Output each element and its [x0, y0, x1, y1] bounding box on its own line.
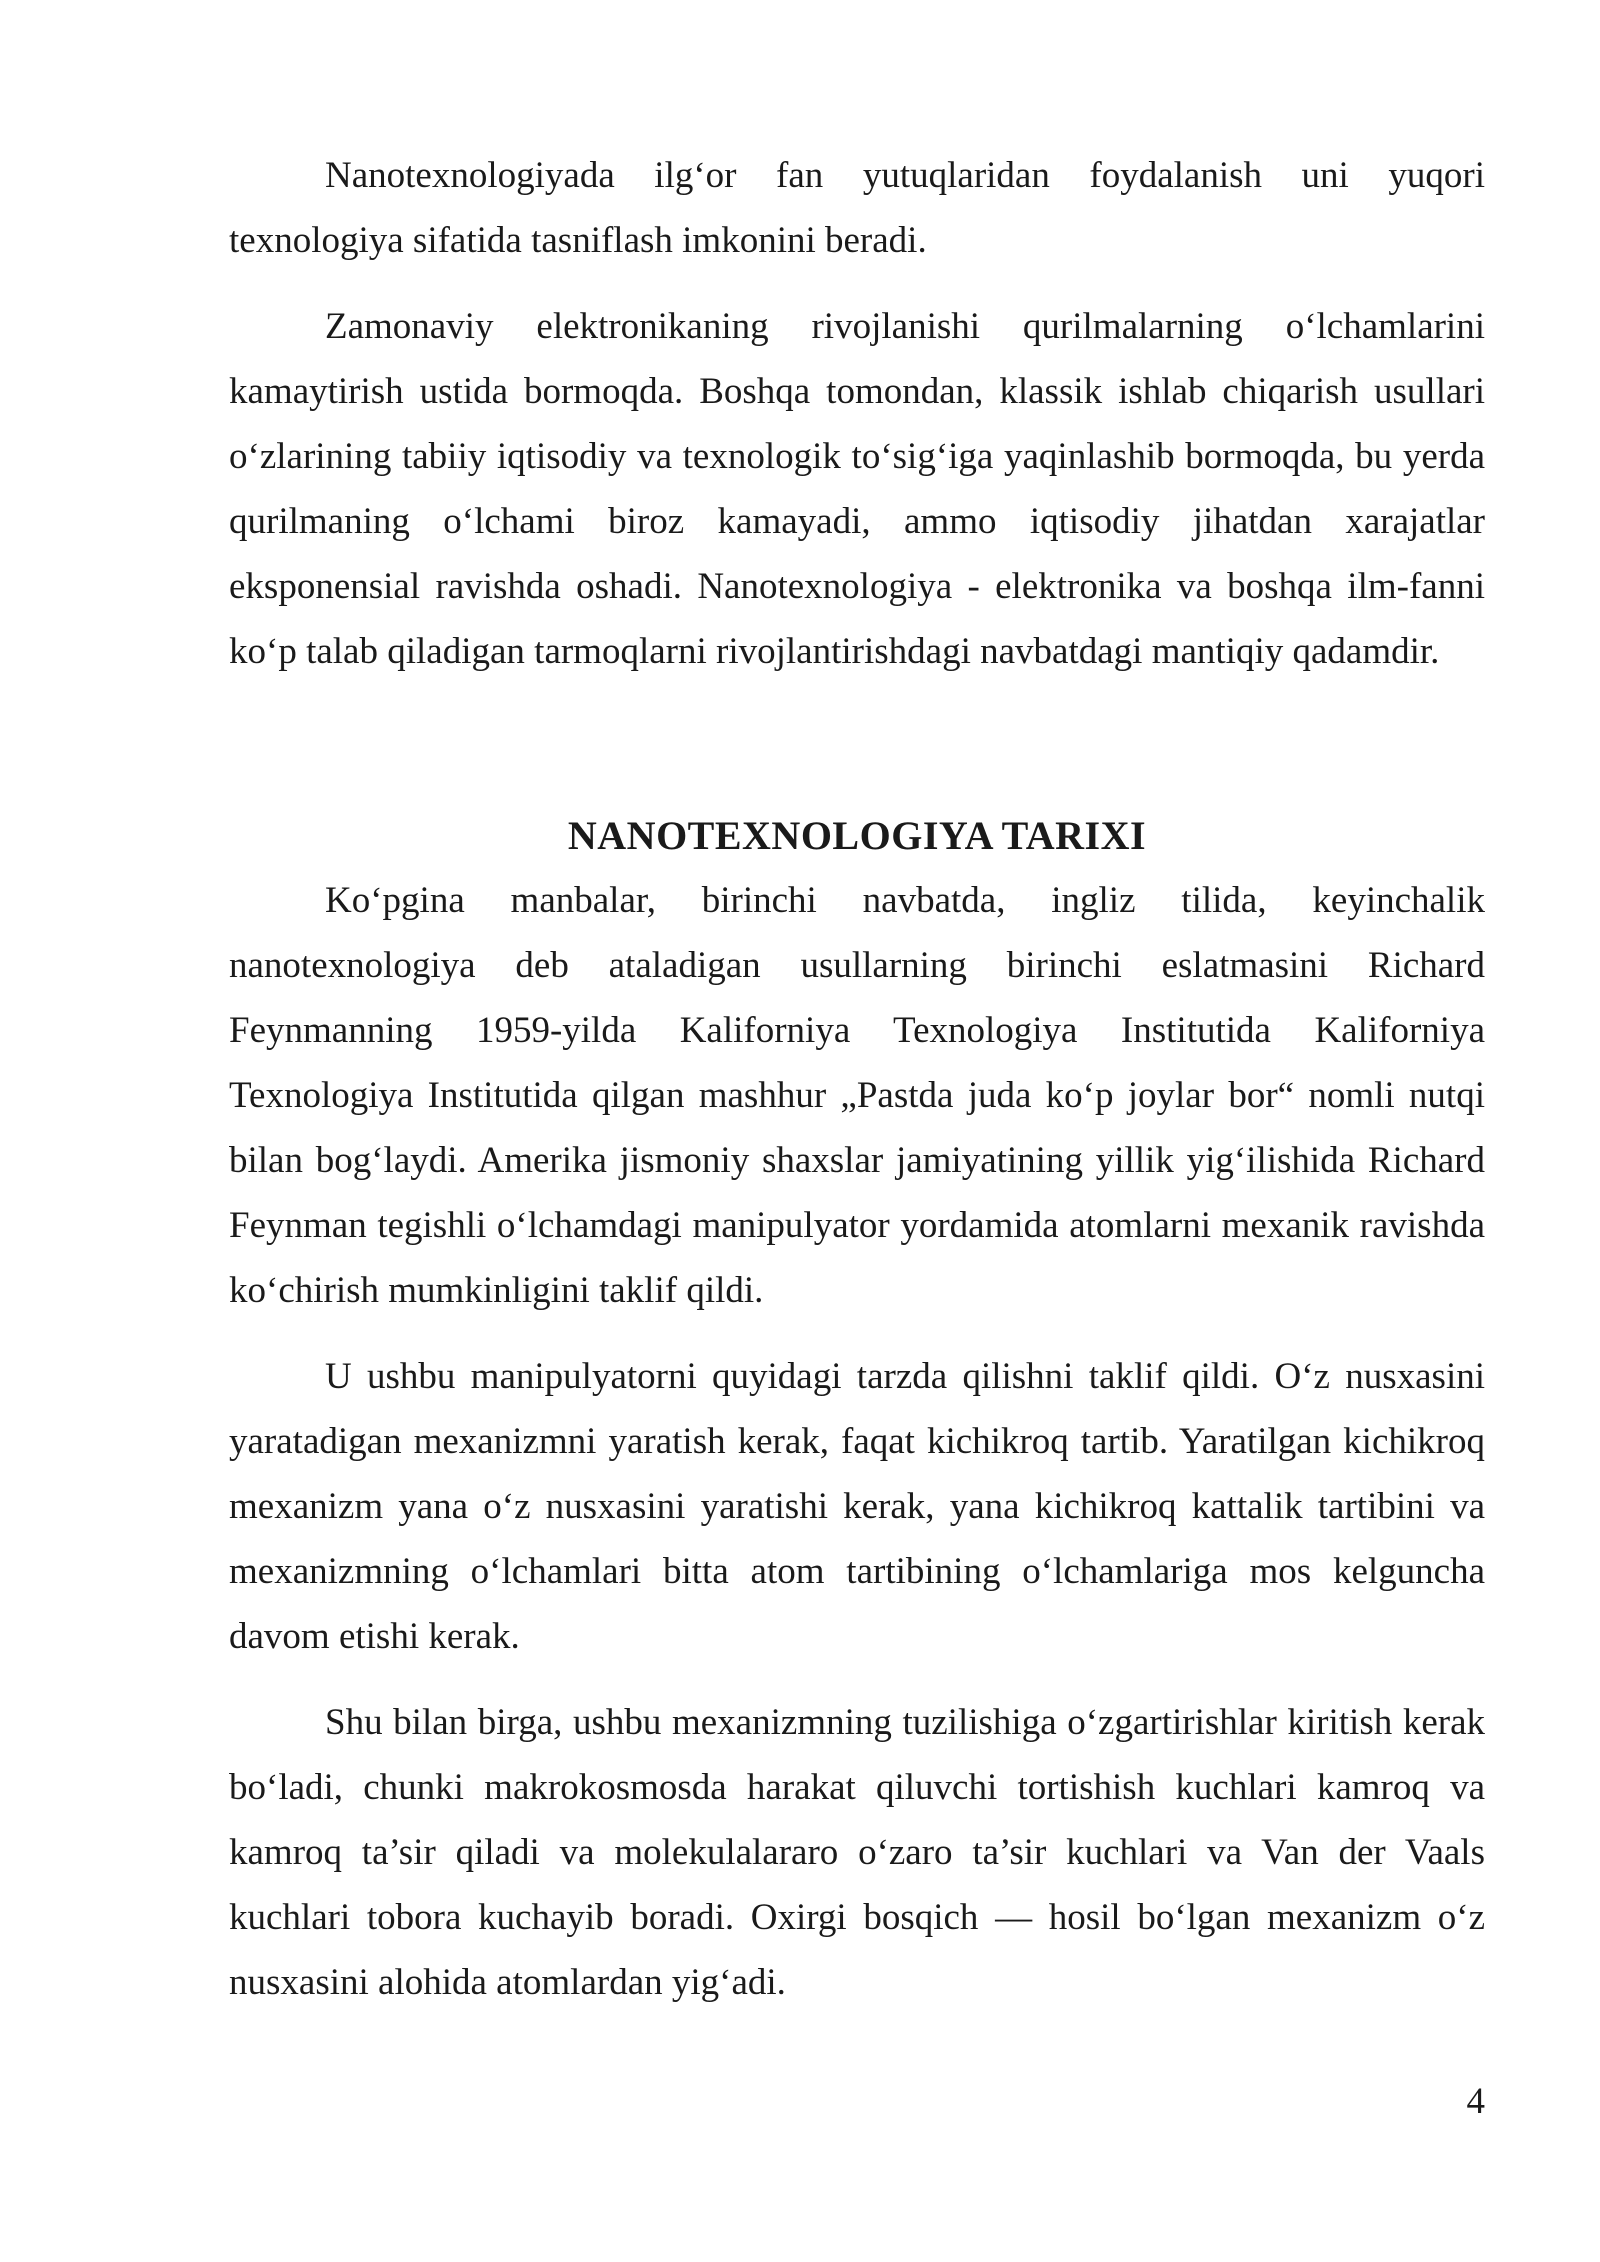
paragraph-intro: Nanotexnologiyada ilg‘or fan yutuqlaridan foydalanish uni yuqori texnologiya sifatida tasniflash imkonini beradi.	[229, 155, 1485, 261]
section-heading: NANOTEXNOLOGIYA TARIXI	[567, 813, 1147, 858]
page-number: 4	[1466, 2081, 1485, 2122]
paragraph-manipulator: U ushbu manipulyatorni quyidagi tarzda qilishni taklif qildi. O‘z nusxasini yaratadigan mexanizmni yaratish kerak, faqat kichikroq tartib. Yaratilgan kichikroq mexanizm yana o‘z nusxasini yaratishi kerak, yana kichikroq kattalik tartibini va mexanizmning o‘lchamlari bitta atom tartibining o‘lchamlariga mos kelguncha davom etishi kerak.	[229, 1356, 1485, 1657]
paragraph-modern-electronics: Zamonaviy elektronikaning rivojlanishi qurilmalarning o‘lchamlarini kamaytirish ustida bormoqda. Boshqa tomondan, klassik ishlab chiqarish usullari o‘zlarining tabiiy iqtisodiy va texnologik to‘sig‘iga yaqinlashib bormoqda, bu yerda qurilmaning o‘lchami biroz kamayadi, ammo iqtisodiy jihatdan xarajatlar eksponensial ravishda oshadi. Nanotexnologiya - elektronika va boshqa ilm-fanni ko‘p talab qiladigan tarmoqlarni rivojlantirishdagi navbatdagi mantiqiy qadamdir.	[229, 306, 1485, 672]
paragraph-feynman: Ko‘pgina manbalar, birinchi navbatda, ingliz tilida, keyinchalik nanotexnologiya deb ataladigan usullarning birinchi eslatmasini Richard Feynmanning 1959-yilda Kaliforniya Texnologiya Institutida Kaliforniya Texnologiya Institutida qilgan mashhur „Pastda juda ko‘p joylar bor“ nomli nutqi bilan bog‘laydi. Amerika jismoniy shaxslar jamiyatining yillik yig‘ilishida Richard Feynman tegishli o‘lchamdagi manipulyator yordamida atomlarni mexanik ravishda ko‘chirish mumkinligini taklif qildi.	[229, 880, 1485, 1311]
page-body	[229, 143, 1485, 2036]
paragraph-mechanism-structure: Shu bilan birga, ushbu mexanizmning tuzilishiga o‘zgartirishlar kiritish kerak bo‘ladi, chunki makrokosmosda harakat qiluvchi tortishish kuchlari kamroq va kamroq ta’sir qiladi va molekulalararo o‘zaro ta’sir kuchlari va Van der Vaals kuchlari tobora kuchayib boradi. Oxirgi bosqich — hosil bo‘lgan mexanizm o‘z nusxasini alohida atomlardan yig‘adi.	[229, 1702, 1485, 2003]
